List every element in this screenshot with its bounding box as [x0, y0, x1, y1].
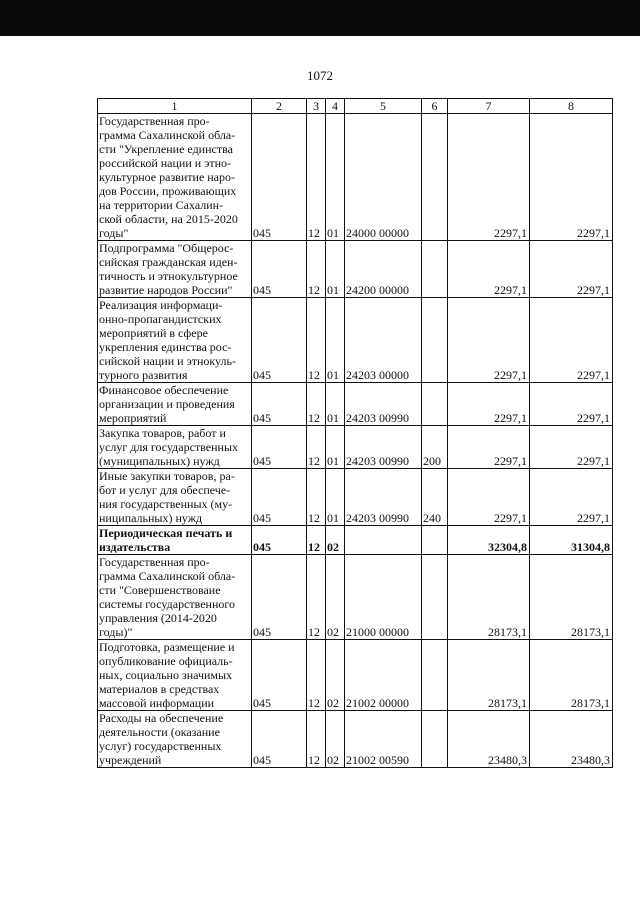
row-subsection-cell: 01 [326, 298, 345, 383]
row-expense-type-cell: 240 [422, 469, 448, 526]
row-amount-2018-cell: 23480,3 [530, 711, 613, 768]
row-target-item-cell: 24203 00990 [345, 469, 422, 526]
row-subsection-cell: 02 [326, 555, 345, 640]
row-section-cell: 12 [307, 383, 326, 426]
row-amount-2017-cell: 2297,1 [448, 241, 530, 298]
table-row [98, 555, 613, 640]
row-expense-type-cell [422, 241, 448, 298]
header-row [98, 99, 613, 114]
column-header: 4 [326, 99, 345, 114]
row-subsection-cell: 01 [326, 426, 345, 469]
row-subsection-cell: 02 [326, 526, 345, 555]
row-section-cell: 12 [307, 469, 326, 526]
row-ministry-code-cell: 045 [252, 555, 307, 640]
row-amount-2017-cell: 28173,1 [448, 555, 530, 640]
page-number: 1072 [307, 68, 333, 83]
row-amount-2017-cell: 28173,1 [448, 640, 530, 711]
row-amount-2018-cell: 2297,1 [530, 426, 613, 469]
row-expense-type-cell [422, 298, 448, 383]
row-section-cell: 12 [307, 555, 326, 640]
row-target-item-cell: 24203 00990 [345, 426, 422, 469]
row-target-item-cell: 21000 00000 [345, 555, 422, 640]
row-expense-type-cell: 200 [422, 426, 448, 469]
scan-top-border [0, 0, 640, 36]
row-section-cell: 12 [307, 526, 326, 555]
row-amount-2017-cell: 2297,1 [448, 469, 530, 526]
row-name-cell: Финансовое обеспечение организации и проведения мероприятий [98, 383, 252, 426]
row-subsection-cell: 01 [326, 469, 345, 526]
row-section-cell: 12 [307, 241, 326, 298]
row-subsection-cell: 01 [326, 383, 345, 426]
row-target-item-cell: 21002 00000 [345, 640, 422, 711]
row-name-cell: Государственная про- грамма Сахалинской обла- сти "Укрепление единства российской нации и этно- культурное развитие наро- дов России, проживающих на территории Сахалин- ской области, на 2015-2020 годы" [98, 114, 252, 241]
row-expense-type-cell [422, 711, 448, 768]
column-header: 3 [307, 99, 326, 114]
row-section-cell: 12 [307, 426, 326, 469]
column-header: 1 [98, 99, 252, 114]
table-row [98, 241, 613, 298]
table-row [98, 526, 613, 555]
budget-table [97, 98, 613, 768]
row-subsection-cell: 02 [326, 640, 345, 711]
row-section-cell: 12 [307, 114, 326, 241]
row-target-item-cell: 24203 00000 [345, 298, 422, 383]
row-subsection-cell: 02 [326, 711, 345, 768]
column-header: 8 [530, 99, 613, 114]
row-expense-type-cell [422, 555, 448, 640]
row-section-cell: 12 [307, 298, 326, 383]
row-section-cell: 12 [307, 640, 326, 711]
row-amount-2017-cell: 32304,8 [448, 526, 530, 555]
table-row [98, 298, 613, 383]
row-amount-2018-cell: 2297,1 [530, 241, 613, 298]
row-subsection-cell: 01 [326, 241, 345, 298]
row-name-cell: Периодическая печать и издательства [98, 526, 252, 555]
column-header: 5 [345, 99, 422, 114]
row-target-item-cell [345, 526, 422, 555]
row-target-item-cell: 24000 00000 [345, 114, 422, 241]
row-ministry-code-cell: 045 [252, 241, 307, 298]
row-ministry-code-cell: 045 [252, 640, 307, 711]
row-name-cell: Иные закупки товаров, ра- бот и услуг для обеспече- ния государственных (му- ниципальных) нужд [98, 469, 252, 526]
row-amount-2018-cell: 31304,8 [530, 526, 613, 555]
row-ministry-code-cell: 045 [252, 114, 307, 241]
row-amount-2017-cell: 2297,1 [448, 114, 530, 241]
row-name-cell: Закупка товаров, работ и услуг для государственных (муниципальных) нужд [98, 426, 252, 469]
row-amount-2017-cell: 2297,1 [448, 426, 530, 469]
row-amount-2018-cell: 28173,1 [530, 555, 613, 640]
row-amount-2018-cell: 2297,1 [530, 469, 613, 526]
row-target-item-cell: 24200 00000 [345, 241, 422, 298]
row-amount-2018-cell: 2297,1 [530, 383, 613, 426]
table-row [98, 711, 613, 768]
row-subsection-cell: 01 [326, 114, 345, 241]
column-header: 6 [422, 99, 448, 114]
row-amount-2017-cell: 2297,1 [448, 298, 530, 383]
table-row [98, 469, 613, 526]
row-amount-2017-cell: 2297,1 [448, 383, 530, 426]
row-name-cell: Подготовка, размещение и опубликование официаль- ных, социально значимых материалов в средствах массовой информации [98, 640, 252, 711]
table-row [98, 426, 613, 469]
row-expense-type-cell [422, 526, 448, 555]
row-target-item-cell: 21002 00590 [345, 711, 422, 768]
row-amount-2018-cell: 2297,1 [530, 298, 613, 383]
row-target-item-cell: 24203 00990 [345, 383, 422, 426]
table-row [98, 114, 613, 241]
row-name-cell: Подпрограмма "Общерос- сийская гражданская иден- тичность и этнокультурное развитие народов России" [98, 241, 252, 298]
row-ministry-code-cell: 045 [252, 298, 307, 383]
table-row [98, 383, 613, 426]
table-row [98, 640, 613, 711]
column-header: 7 [448, 99, 530, 114]
row-amount-2018-cell: 2297,1 [530, 114, 613, 241]
row-amount-2017-cell: 23480,3 [448, 711, 530, 768]
row-ministry-code-cell: 045 [252, 711, 307, 768]
column-header: 2 [252, 99, 307, 114]
row-name-cell: Расходы на обеспечение деятельности (оказание услуг) государственных учреждений [98, 711, 252, 768]
row-expense-type-cell [422, 383, 448, 426]
row-ministry-code-cell: 045 [252, 526, 307, 555]
row-name-cell: Реализация информаци- онно-пропагандистских мероприятий в сфере укрепления единства рос- сийской нации и этнокуль- турного развития [98, 298, 252, 383]
row-section-cell: 12 [307, 711, 326, 768]
row-amount-2018-cell: 28173,1 [530, 640, 613, 711]
row-ministry-code-cell: 045 [252, 469, 307, 526]
row-name-cell: Государственная про- грамма Сахалинской обла- сти "Совершенствоваие системы государственного управления (2014-2020 годы)" [98, 555, 252, 640]
row-expense-type-cell [422, 640, 448, 711]
row-ministry-code-cell: 045 [252, 426, 307, 469]
row-expense-type-cell [422, 114, 448, 241]
row-ministry-code-cell: 045 [252, 383, 307, 426]
